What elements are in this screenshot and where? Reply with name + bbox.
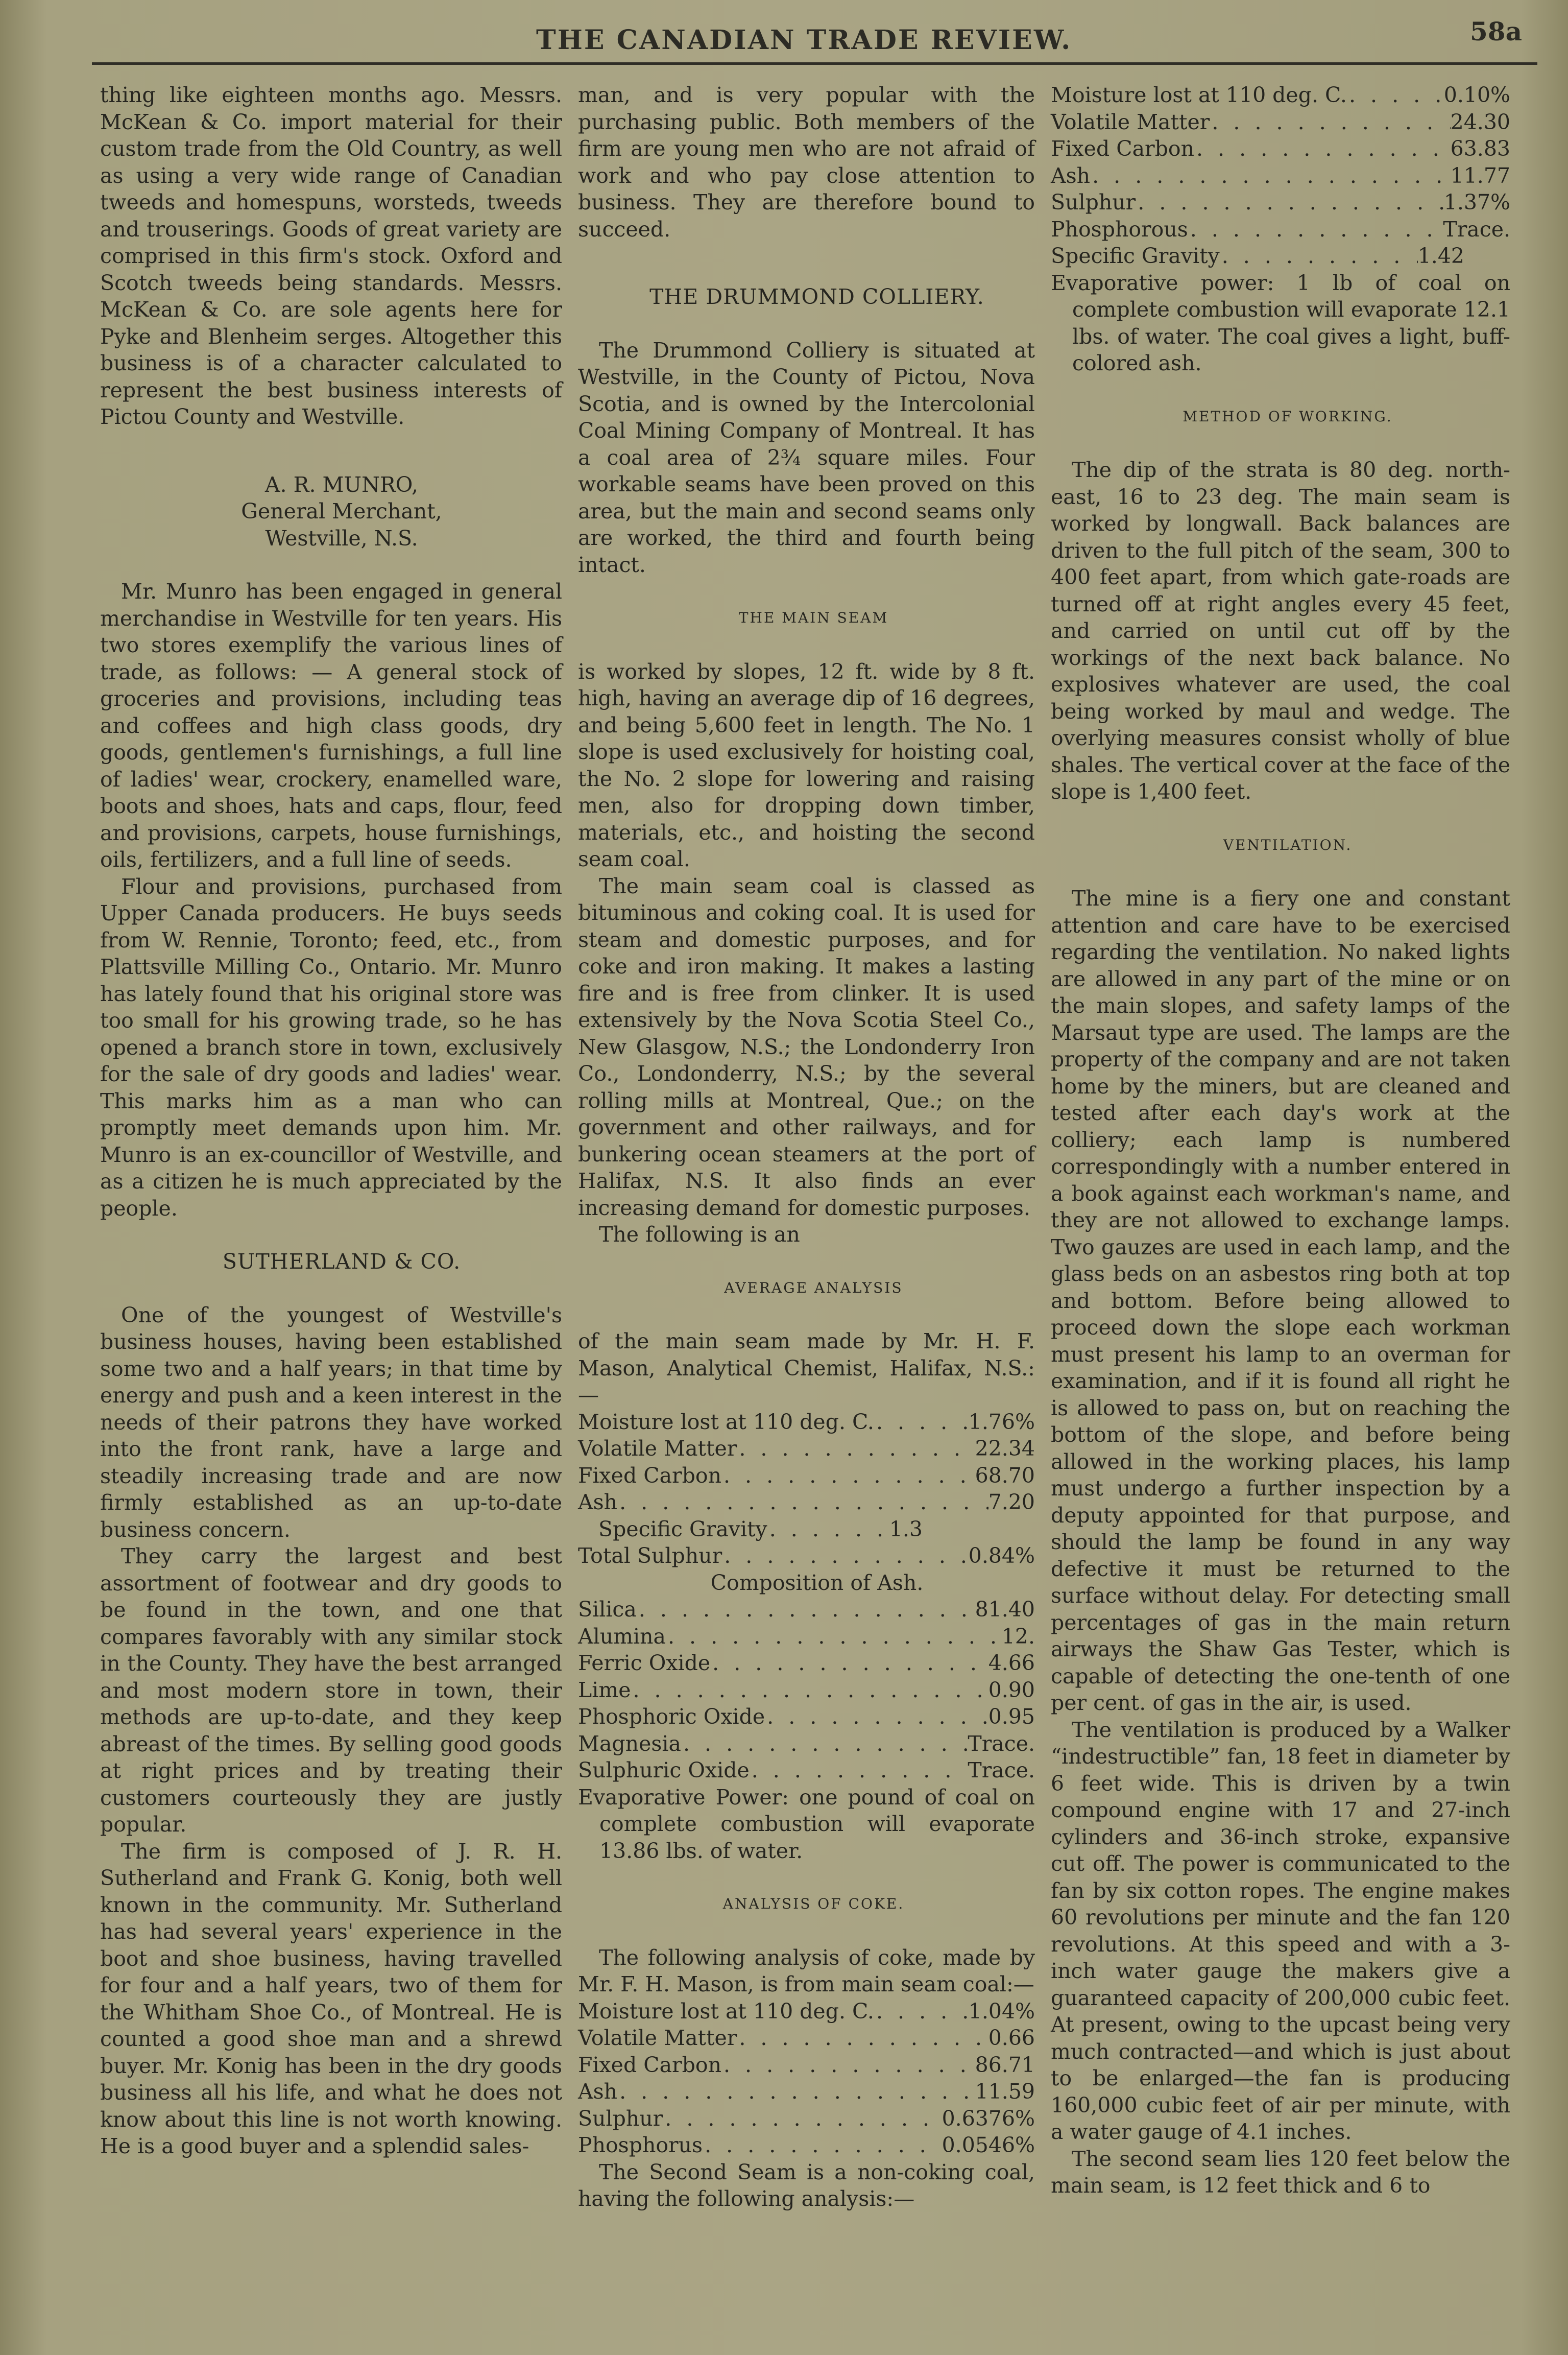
- leader-dots: [1210, 109, 1450, 136]
- ash-row: [578, 1757, 1035, 1784]
- leader-dots: [874, 1409, 969, 1436]
- leader-dots: [1188, 216, 1443, 243]
- leader-dots: [681, 1730, 968, 1757]
- leader-dots: [722, 1542, 969, 1569]
- row-value: Trace.: [1443, 217, 1510, 242]
- leader-dots: [1347, 82, 1444, 109]
- average-analysis-heading: AVERAGE ANALYSIS: [724, 1279, 903, 1296]
- row-label: Lime: [578, 1677, 631, 1702]
- row-value: 12.: [1001, 1624, 1035, 1649]
- row-label: Total Sulphur: [578, 1543, 722, 1568]
- row-value: 11.77: [1450, 163, 1510, 188]
- ventilation-paragraph-2: The ventilation is produced by a Walker “indestructible” fan, 18 feet in diameter by 6 feet wide. This is driven by a twin compound engine with 17 and 27-inch cylinders and 36-inch stroke, expansive cut off. The power is communicated to the fan by six cotton ropes. The engine makes 60 revolutions per minute and the fan 120 revolutions. At this speed and with a 3-inch water gauge the makers give a guaranteed capacity of 200,000 cubic feet. At present, owing to the upcast being very much contracted—and which is just about to be enlarged—the fan is producing 160,000 cubic feet of air per minute, with a water gauge of 4.1 inches.: [1051, 1717, 1510, 2144]
- spacer: [578, 578, 1035, 605]
- ash-row: [578, 1703, 1035, 1730]
- row-label: Ash: [1051, 163, 1091, 188]
- running-title: THE CANADIAN TRADE REVIEW.: [536, 25, 1072, 56]
- sutherland-paragraph-2: They carry the largest and best assortment of footwear and dry goods to be found in the town, and one that compares favorably with any similar stock in the County. They have the best arranged and most modern store in town, their methods are up-to-date, and they keep abreast of the times. By selling good goods at right prices and by treating their customers courteously they are justly popular.: [100, 1544, 562, 1837]
- second-seam-row: [1051, 162, 1510, 189]
- leader-dots: [617, 1489, 988, 1516]
- second-seam-row: [1051, 243, 1510, 270]
- average-analysis-intro: of the main seam made by Mr. H. F. Mason, Analytical Chemist, Halifax, N.S.:—: [578, 1329, 1035, 1407]
- ventilation-heading: VENTILATION.: [1223, 836, 1353, 853]
- analysis-row: [578, 1489, 1035, 1516]
- row-label: Fixed Carbon: [578, 1463, 721, 1488]
- row-value: 1.3: [889, 1516, 923, 1541]
- ash-row: [578, 1596, 1035, 1623]
- second-seam-row: [1051, 189, 1510, 216]
- second-seam-intro: The Second Seam is a non-coking coal, having the following analysis:—: [578, 2159, 1035, 2211]
- leader-dots: [1194, 135, 1451, 162]
- spacer: [1051, 805, 1510, 832]
- row-value: 0.0546%: [942, 2133, 1035, 2157]
- munro-paragraph-1: Mr. Munro has been engaged in general merchandise in Westville for ten years. His two stores exemplify the various lines of trade, as follows: — A general stock of groceries and provisions, including teas and coffees and high class goods, dry goods, gentlemen's furnishings, a full line of ladies' wear, crockery, enamelled ware, boots and shoes, hats and caps, flour, feed and provisions, carpets, house furnishings, oils, fertilizers, and a full line of seeds.: [100, 579, 562, 872]
- mckean-paragraph: thing like eighteen months ago. Messrs. McKean & Co. import material for their custom trade from the Old Country, as well as using a very wide range of Canadian tweeds and homespuns, worsteds, tweeds and trouserings. Goods of great variety are comprised in this firm's stock. Oxford and Scotch tweeds being standards. Messrs. McKean & Co. are sole agents here for Pyke and Blenheim serges. Altogether this business is of a character calculated to represent the best business interests of Pictou County and Westville.: [100, 83, 562, 429]
- specific-gravity-row: [578, 1516, 1035, 1543]
- row-label: Magnesia: [578, 1731, 681, 1756]
- row-label: Volatile Matter: [578, 2026, 737, 2050]
- spacer: [1051, 859, 1510, 885]
- sutherland-paragraph-3: The firm is composed of J. R. H. Sutherland and Frank G. Konig, both well known in the community. Mr. Sutherland has had several years' experience in the boot and shoe business, having travelled for four and a half years, two of them for the Whitham Shoe Co., of Montreal. He is counted a good shoe man and a shrewd buyer. Mr. Konig has been in the dry goods business all his life, and what he does not know about this line is not worth knowing. He is a good buyer and a splendid sales-: [100, 1839, 562, 2158]
- ash-composition-heading: Composition of Ash.: [710, 1570, 924, 1595]
- row-label: Ash: [578, 2079, 618, 2104]
- main-seam-paragraph-2: The main seam coal is classed as bituminous and coking coal. It is used for steam and domestic purposes, and for coke and iron making. It makes a lasting fire and is free from clinker. It is used extensively by the Nova Scotia Steel Co., New Glasgow, N.S.; the Londonderry Iron Co., Londonderry, N.S.; by the several rolling mills at Montreal, Que.; on the government and other railways, and for bunkering ocean steamers at the port of Halifax, N.S. It also finds an ever increasing demand for domestic purposes.: [578, 873, 1035, 1220]
- row-label: Alumina: [578, 1624, 666, 1649]
- ash-row: [578, 1730, 1035, 1757]
- row-value: 1.76%: [968, 1409, 1035, 1434]
- coke-analysis-heading: ANALYSIS OF COKE.: [722, 1895, 905, 1912]
- spacer: [578, 1864, 1035, 1891]
- leader-dots: [637, 1596, 975, 1623]
- row-label: Moisture lost at 110 deg. C.: [1051, 83, 1347, 107]
- coke-row: [578, 2025, 1035, 2052]
- coke-analysis-intro: The following analysis of coke, made by Mr. F. H. Mason, is from main seam coal:—: [578, 1945, 1035, 1996]
- column-3: [1051, 82, 1510, 2199]
- page-header: [92, 10, 1532, 61]
- ash-row: [578, 1623, 1035, 1650]
- coke-row: [578, 1998, 1035, 2025]
- row-value: 0.6376%: [942, 2106, 1035, 2131]
- row-value: 11.59: [975, 2079, 1035, 2104]
- row-value: 0.10%: [1443, 83, 1510, 107]
- row-label: Moisture lost at 110 deg. C.: [578, 1409, 874, 1434]
- drummond-paragraph: The Drummond Colliery is situated at Westville, in the County of Pictou, Nova Scotia, and is owned by the Intercolonial Coal Mining Company of Montreal. It has a coal area of 2¾ square miles. Four workable seams have been proved on this area, but the main and second seams only are worked, the third and fourth being intact.: [578, 338, 1035, 577]
- row-label: Moisture lost at 110 deg. C.: [578, 1999, 874, 2024]
- second-seam-table: [1051, 82, 1510, 270]
- spacer: [100, 1275, 562, 1302]
- ventilation-paragraph-1: The mine is a fiery one and constant attention and care have to be exercised regarding the ventilation. No naked lights are allowed in any part of the mine or on the main slopes, and safety lamps of the Marsaut type are used. The lamps are the property of the company and are not taken home by the miners, but are cleaned and tested after each day's work at the colliery; each lamp is numbered correspondingly with a number entered in a book against each workman's name, and they are not allowed to exchange lamps. Two gauzes are used in each lamp, and the glass beds on an asbestos ring both at top and bottom. Before being allowed to proceed down the slope each workman must present his lamp to an overman for examination, and if it is found all right he is allowed to pass on, but on reaching the bottom of the slope, and before being allowed in the working places, his lamp must undergo a further inspection by a deputy appointed for that purpose, and should the lamp be found in any way defective it must be returned to the surface without delay. For detecting small percentages of gas in the main return airways the Shaw Gas Tester, which is capable of detecting the one-tenth of one per cent. of gas in the air, is used.: [1051, 886, 1510, 1715]
- column-1: [100, 82, 562, 2160]
- munro-paragraph-2: Flour and provisions, purchased from Upper Canada producers. He buys seeds from W. Rennie, Toronto; feed, etc., from Plattsville Milling Co., Ontario. Mr. Munro has lately found that his original store was too small for his growing trade, so he has opened a branch store in town, exclusively for the sale of dry goods and ladies' wear. This marks him as a man who can promptly meet demands upon him. Mr. Munro is an ex-councillor of Westville, and as a citizen he is much appreciated by the people.: [100, 874, 562, 1221]
- row-value: 0.95: [988, 1704, 1035, 1729]
- row-value: 22.34: [975, 1436, 1035, 1461]
- drummond-heading: THE DRUMMOND COLLIERY.: [649, 284, 984, 309]
- column-2: [578, 82, 1035, 2213]
- method-of-working-heading: METHOD OF WORKING.: [1183, 408, 1393, 425]
- row-value: 68.70: [975, 1463, 1035, 1488]
- row-value: 0.66: [988, 2026, 1035, 2050]
- sutherland-continuation: man, and is very popular with the purchasing public. Both members of the firm are young men who are not afraid of work and who pay close attention to business. They are therefore bound to succeed.: [578, 83, 1035, 242]
- second-seam-row: [1051, 216, 1510, 243]
- spacer: [578, 1301, 1035, 1328]
- row-value: 7.20: [988, 1490, 1035, 1514]
- row-label: Phosphorus: [578, 2133, 703, 2157]
- row-label: Sulphuric Oxide: [578, 1758, 750, 1782]
- munro-name: A. R. MUNRO,: [264, 472, 419, 497]
- row-label: Sulphur: [1051, 190, 1136, 215]
- leader-dots: [666, 1623, 1002, 1650]
- second-seam-row: [1051, 82, 1510, 109]
- row-value: 63.83: [1450, 136, 1510, 161]
- row-label: Phosphoric Oxide: [578, 1704, 765, 1729]
- evaporative-power-note: Evaporative Power: one pound of coal on complete combustion will evaporate 13.86 lbs. of water.: [578, 1785, 1035, 1863]
- row-label: Volatile Matter: [578, 1436, 737, 1461]
- row-value: 24.30: [1450, 109, 1510, 134]
- row-value: 0.84%: [968, 1543, 1035, 1568]
- leader-dots: [750, 1757, 968, 1784]
- row-label: Fixed Carbon: [1051, 136, 1194, 161]
- row-label: Phosphorous: [1051, 217, 1188, 242]
- coke-row: [578, 2132, 1035, 2159]
- leader-dots: [737, 1435, 975, 1462]
- row-label: Silica: [578, 1597, 637, 1622]
- total-sulphur-row: [578, 1542, 1035, 1569]
- ash-row: [578, 1650, 1035, 1677]
- spacer: [578, 1248, 1035, 1275]
- spacer: [578, 632, 1035, 658]
- spacer: [100, 1222, 562, 1248]
- spacer: [100, 552, 562, 578]
- spacer: [1051, 430, 1510, 457]
- munro-place: Westville, N.S.: [265, 526, 418, 551]
- page-number: 58a: [1470, 16, 1522, 46]
- method-paragraph: The dip of the strata is 80 deg. north-east, 16 to 23 deg. The main seam is worked by longwall. Back balances are driven to the full pitch of the seam, 300 to 400 feet apart, from which gate-roads are turned off at right angles every 45 feet, and carried on until cut off by the workings of the next back balance. No explosives whatever are used, the coal being worked by maul and wedge. The overlying measures consist wholly of blue shales. The vertical cover at the face of the slope is 1,400 feet.: [1051, 458, 1510, 804]
- coke-row: [578, 2078, 1035, 2105]
- row-label: Specific Gravity: [598, 1516, 767, 1541]
- spacer: [578, 243, 1035, 283]
- spacer: [1051, 377, 1510, 403]
- row-value: 81.40: [975, 1597, 1035, 1622]
- row-value: Trace.: [968, 1758, 1035, 1782]
- main-seam-heading: THE MAIN SEAM: [738, 609, 889, 626]
- sutherland-paragraph-1: One of the youngest of Westville's business houses, having been established some two and a half years; in that time by energy and push and a keen interest in the needs of their patrons they have worked into the front rank, have a large and steadily increasing trade and are now firmly established as an up-to-date business concern.: [100, 1302, 562, 1542]
- row-value: 1.37%: [1443, 190, 1510, 215]
- leader-dots: [631, 1677, 988, 1704]
- leader-dots: [765, 1703, 988, 1730]
- row-label: Specific Gravity: [1051, 244, 1220, 268]
- second-seam-row: [1051, 109, 1510, 136]
- row-value: 0.90: [988, 1677, 1035, 1702]
- leader-dots: [1136, 189, 1443, 216]
- sutherland-heading: SUTHERLAND & CO.: [222, 1249, 461, 1274]
- leader-dots: [663, 2105, 942, 2132]
- ventilation-paragraph-3: The second seam lies 120 feet below the main seam, is 12 feet thick and 6 to: [1051, 2146, 1510, 2198]
- analysis-row: [578, 1435, 1035, 1462]
- analysis-row: [578, 1409, 1035, 1436]
- row-label: Fixed Carbon: [578, 2052, 721, 2077]
- row-value: 1.42: [1417, 244, 1464, 268]
- munro-title: General Merchant,: [241, 499, 442, 524]
- coke-row: [578, 2105, 1035, 2132]
- leader-dots: [617, 2078, 975, 2105]
- ash-row: [578, 1677, 1035, 1704]
- row-value: 1.04%: [968, 1999, 1035, 2024]
- row-value: Trace.: [968, 1731, 1035, 1756]
- row-label: Ferric Oxide: [578, 1651, 711, 1675]
- leader-dots: [710, 1650, 988, 1677]
- coke-analysis-table: [578, 1998, 1035, 2159]
- row-label: Ash: [578, 1490, 618, 1514]
- average-analysis-table: [578, 1409, 1035, 1784]
- spacer: [100, 431, 562, 471]
- leader-dots: [721, 1462, 975, 1489]
- spacer: [578, 1918, 1035, 1944]
- row-value: 86.71: [975, 2052, 1035, 2077]
- spacer: [578, 311, 1035, 337]
- leader-dots: [1220, 243, 1418, 270]
- leader-dots: [721, 2052, 975, 2079]
- header-rule: [92, 62, 1537, 65]
- leader-dots: [703, 2132, 942, 2159]
- leader-dots: [767, 1516, 889, 1543]
- coke-row: [578, 2052, 1035, 2079]
- row-label: Volatile Matter: [1051, 109, 1210, 134]
- main-seam-paragraph-1: is worked by slopes, 12 ft. wide by 8 ft. high, having an average dip of 16 degrees, and being 5,600 feet in length. The No. 1 slope is used exclusively for hoisting coal, the No. 2 slope for lowering and raising men, also for dropping down timber, materials, etc., and hoisting the second seam coal.: [578, 659, 1035, 871]
- leader-dots: [874, 1998, 969, 2025]
- row-value: 4.66: [988, 1651, 1035, 1675]
- analysis-row: [578, 1462, 1035, 1489]
- leader-dots: [737, 2025, 988, 2052]
- second-seam-row: [1051, 135, 1510, 162]
- row-label: Sulphur: [578, 2106, 663, 2131]
- leader-dots: [1090, 162, 1451, 189]
- second-seam-evaporative-note: Evaporative power: 1 lb of coal on complete combustion will evaporate 12.1 lbs. of water. The coal gives a light, buff-colored ash.: [1051, 270, 1510, 375]
- main-seam-paragraph-3: The following is an: [599, 1222, 800, 1247]
